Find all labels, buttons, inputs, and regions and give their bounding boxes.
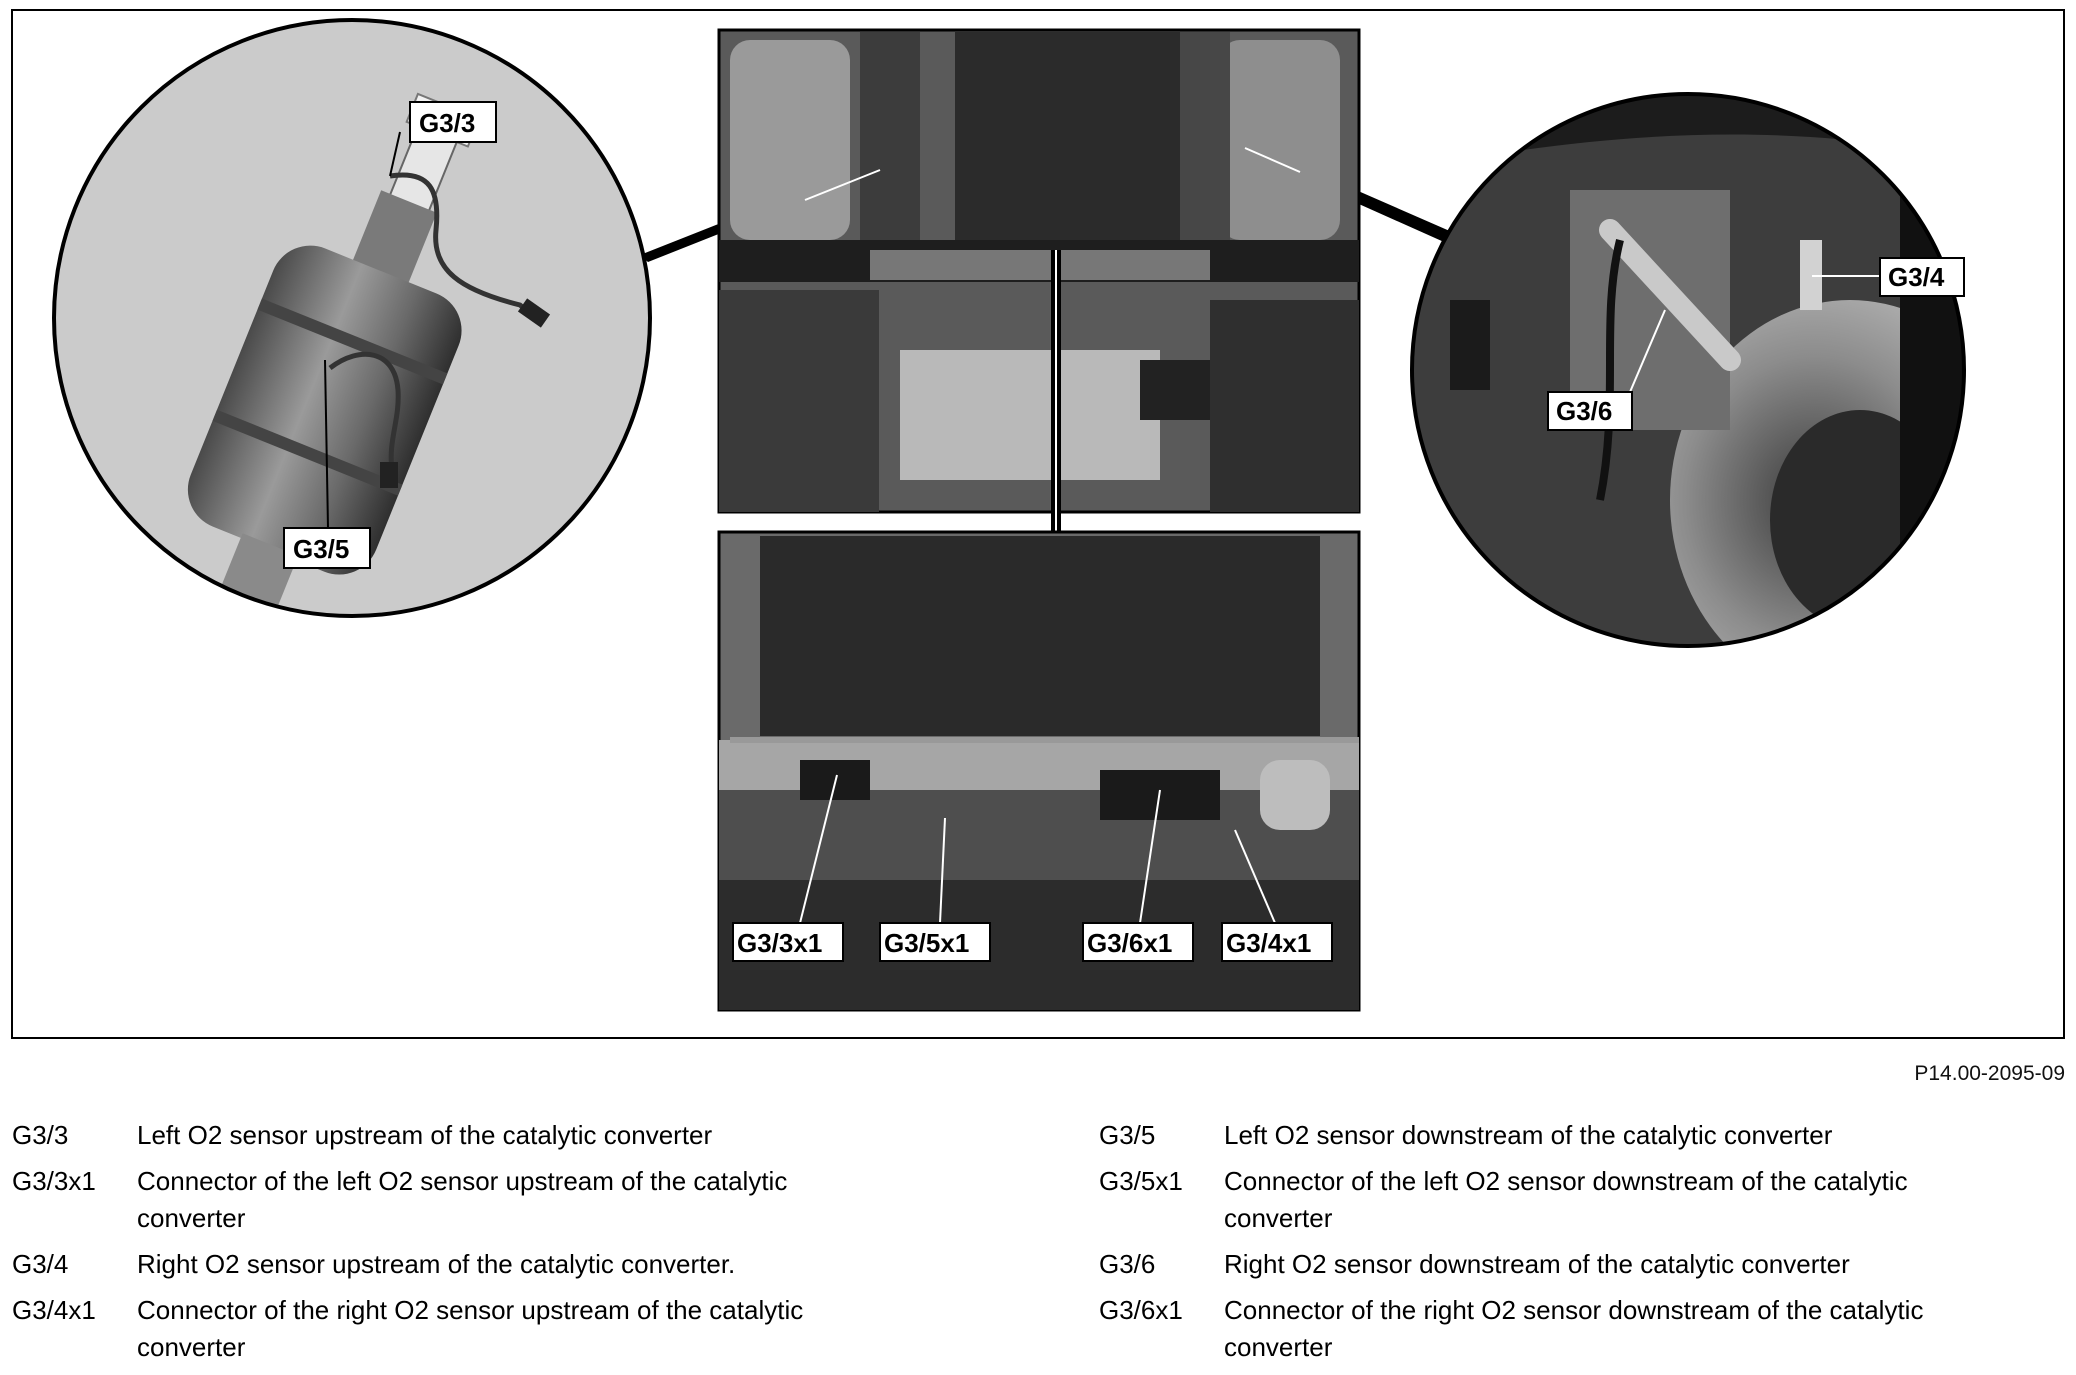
legend-code: G3/4: [12, 1249, 69, 1279]
callout-g3-4: G3/4: [1888, 262, 1945, 292]
right-detail-circle: [1410, 90, 2030, 700]
legend-description: Right O2 sensor upstream of the catalytic converter.: [137, 1249, 736, 1279]
legend-description: Left O2 sensor upstream of the catalytic converter: [137, 1120, 713, 1150]
callout-g3-5: G3/5: [293, 534, 350, 564]
underbody-top-photo: [719, 30, 1359, 512]
legend-description: Connector of the right O2 sensor downstream of the catalytic converter: [1224, 1295, 1924, 1362]
legend-code: G3/5x1: [1099, 1166, 1183, 1196]
legend-row: [12, 1292, 912, 1366]
legend-description: Left O2 sensor downstream of the catalytic converter: [1224, 1120, 1833, 1150]
legend-row: [1099, 1117, 1999, 1154]
callout-g3-6: G3/6: [1556, 396, 1613, 426]
legend-row: [1099, 1163, 1999, 1237]
legend-row: [1099, 1292, 1999, 1366]
legend-code: G3/5: [1099, 1120, 1156, 1150]
legend-description: Connector of the left O2 sensor downstream of the catalytic converter: [1224, 1166, 1908, 1233]
legend-description: Connector of the left O2 sensor upstream of the catalytic converter: [137, 1166, 788, 1233]
legend-row: [12, 1246, 912, 1283]
figure-reference: P14.00-2095-09: [1914, 1062, 2065, 1085]
legend-code: G3/4x1: [12, 1295, 96, 1325]
legend-right-column: [1099, 1117, 1999, 1375]
legend-code: G3/6: [1099, 1249, 1156, 1279]
legend-description: Right O2 sensor downstream of the catalytic converter: [1224, 1249, 1850, 1279]
callout-g3-4x1: G3/4x1: [1226, 928, 1312, 958]
connectors-bottom-photo: [719, 532, 1359, 1010]
legend-code: G3/3x1: [12, 1166, 96, 1196]
legend-row: [12, 1117, 912, 1154]
legend-code: G3/6x1: [1099, 1295, 1183, 1325]
callout-g3-3: G3/3: [419, 108, 476, 138]
callout-g3-5x1: G3/5x1: [884, 928, 970, 958]
legend-code: G3/3: [12, 1120, 69, 1150]
legend-row: [1099, 1246, 1999, 1283]
legend-row: [12, 1163, 912, 1237]
left-detail-circle: [40, 20, 680, 730]
legend-description: Connector of the right O2 sensor upstream of the catalytic converter: [137, 1295, 804, 1362]
legend-left-column: [12, 1117, 912, 1375]
callout-g3-3x1: G3/3x1: [737, 928, 823, 958]
callout-g3-6x1: G3/6x1: [1087, 928, 1173, 958]
